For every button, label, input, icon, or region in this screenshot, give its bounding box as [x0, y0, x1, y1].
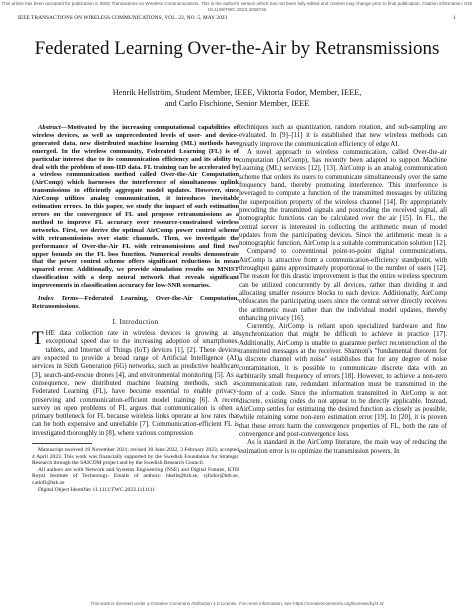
abstract-label: Abstract: [38, 124, 61, 131]
running-header: [18, 14, 456, 22]
author-line-1: Henrik Hellström, Student Member, IEEE, Viktoria Fodor, Member, IEEE,: [112, 88, 362, 97]
journal-header: IEEE TRANSACTIONS ON WIRELESS COMMUNICATIONS, VOL. 22, NO. 5, MAY 2023: [18, 15, 228, 21]
footnote-doi: Digital Object Identifier 11.1111/TWC.2023.1111111: [38, 486, 156, 493]
right-column: [239, 124, 447, 456]
footnote-affiliation: All authors are with Network and Systems Engineering (NSE) and Digital Futures, KTH Royal Institute of Technology. Emails of authors: hhells@kth.se, vjfodor@kth.se, carlofi@kth.se: [32, 466, 239, 486]
drop-cap: T: [32, 328, 44, 350]
paper-title: Federated Learning Over-the-Air by Retransmissions: [34, 38, 440, 59]
intro-paragraph: [32, 330, 239, 438]
index-terms-label: Index Terms: [38, 295, 78, 303]
section-heading: I. Introduction: [112, 317, 159, 326]
paragraph-limitations: Currently, AirComp is reliant upon specialized hardware and fine synchronization that might be difficult to achieve in practice [17]. Additionally, AirComp is unable to guarantee perfect reconstruction of the transmitted messages at the receiver. Shannon's "fundamental theorem for a discrete channel with noise" establishes that for any degree of noise contamination, it is possible to communicate discrete data with an arbitrarily small frequency of errors [18]. However, to achieve a non-zero communication rate, redundant information must be transmitted in the form of a code. Since the information transmitted in AirComp is not discrete, existing codes do not appear to be directly applicable. Instead, AirComp settles for estimating the desired function as closely as possible, while retaining some non-zero estimation error [19]. In [20], it is proven that these errors harm the convergence properties of FL, both the rate of convergence and post-convergence loss.: [239, 323, 447, 438]
index-terms: [32, 295, 239, 311]
author-list: [30, 88, 444, 109]
abstract: [32, 124, 239, 290]
author-line-2: and Carlo Fischione, Senior Member, IEEE: [164, 98, 310, 108]
footnote-divider: [32, 443, 92, 444]
paragraph-compression: techniques such as quantization, random rotation, and sub-sampling are evaluated. In [9]–[11] it is established that new wireless methods can greatly improve the communication efficiency of edge AI.: [239, 124, 447, 148]
page-number: 1: [453, 15, 456, 21]
index-terms-text: —Federated Learning, Over-the-Air Computation, Retransmissions.: [32, 295, 239, 310]
left-column: [32, 124, 239, 493]
paragraph-aircomp-intro: A novel approach to wireless communication, called Over-the-air computation (AirComp), has recently been adapted to support Machine Learning (ML) services [12], [13]. AirComp is an analog communication scheme that orders its users to communicate simultaneously over the same frequency band, thereby promoting interference. This interference is leveraged to compute a function of the transmitted messages by utilizing the superposition property of the wireless channel [14]. By appropriately precoding the transmitted signals and postcoding the received signal, all nomographic functions can be calculated over the air [15]. In FL, the central server is interested in collecting the arithmetic mean of model updates from the participating devices. Since the arithmetic mean is a nomographic function, AirComp is a suitable communication solution [12].: [239, 148, 447, 248]
publication-notice: This article has been accepted for publication in IEEE Transactions on Wireless Communications. This is the author's version which has not been fully edited and content may change prior to final publication. Citation information: DOI 10.1109/TWC.2023.3268742: [1, 1, 473, 12]
paragraph-power-control: As is standard in the AirComp literature, the main way of reducing the estimation error is to optimize the transmission powers. In: [239, 439, 447, 455]
abstract-text: —Motivated by the increasing computational capabilities of wireless devices, as well as unprecedented levels of user- and device-generated data, new distributed machine learning (ML) methods have emerged. In the wireless community, Federated Learning (FL) is of particular interest due to its communication efficiency and its ability to deal with the problem of non-IID data. FL training can be accelerated by a wireless communication method called Over-the-Air Computation (AirComp) which harnesses the interference of simultaneous uplink transmissions to efficiently aggregate model updates. However, since AirComp utilizes analog communication, it introduces inevitable estimation errors. In this paper, we study the impact of such estimation errors on the convergence of FL and propose retransmissions as a method to improve FL accuracy over resource-constrained wireless networks. First, we derive the optimal AirComp power control scheme with retransmissions over static channels. Then, we investigate the performance of Over-the-Air FL with retransmissions and find two upper bounds on the FL loss function. Numerical results demonstrate that the power control scheme offers significant reductions in mean squared error. Additionally, we provide simulation results on MNIST classification with a deep neural network that reveals significant improvements in classification accuracy for low-SNR scenarios.: [32, 124, 239, 290]
intro-text: HE data collection rate in wireless devices is growing at an exceptional speed due to the increasing adoption of smartphones, tablets, and Internet of Things (IoT) devices [1], [2]. These devices are expected to provide a broad range of Artificial Intelligence (AI) services in Sixth Generation (6G) networks, such as predictive healthcare [3], search-and-rescue drones [4], and environmental monitoring [5]. As a consequence, new distributed machine learning methods, such as Federated Learning (FL), have become essential to enable privacy-preserving and communication-efficient model training [6]. A recent survey on open problems of FL argues that communication is often a primary bottleneck for FL because wireless links operate at low rates that can be both expensive and unreliable [7]. Communication-efficient FL is investigated thoroughly in [8], where various compression: [32, 330, 239, 437]
footnote-manuscript: Manuscript received 19 November 2021; revised 30 June 2022, 3 February 2023; accepted 4 April 2023. This work was financially supported by the Swedish Foundation for Strategic Research through the SAICOM project and by the Swedish Research Council.: [32, 447, 239, 467]
license-notice: This work is licensed under a Creative Commons Attribution 4.0 License. For more information, see https://creativecommons.org/licenses/by/4.0/: [90, 601, 384, 606]
paragraph-efficiency: Compared to conventional point-to-point digital communications, AirComp is attractive from a communication-efficiency standpoint, with throughput gains approximately proportional to the number of users [12]. The reason for this drastic improvement is that the entire wireless spectrum can be utilized concurrently by all devices, rather than dividing it and allocating smaller resource blocks to each device. Additionally, AirComp obfuscates the participating users since the central server directly receives the arithmetic mean rather than the individual model updates, thereby enhancing privacy [16].: [239, 248, 447, 322]
